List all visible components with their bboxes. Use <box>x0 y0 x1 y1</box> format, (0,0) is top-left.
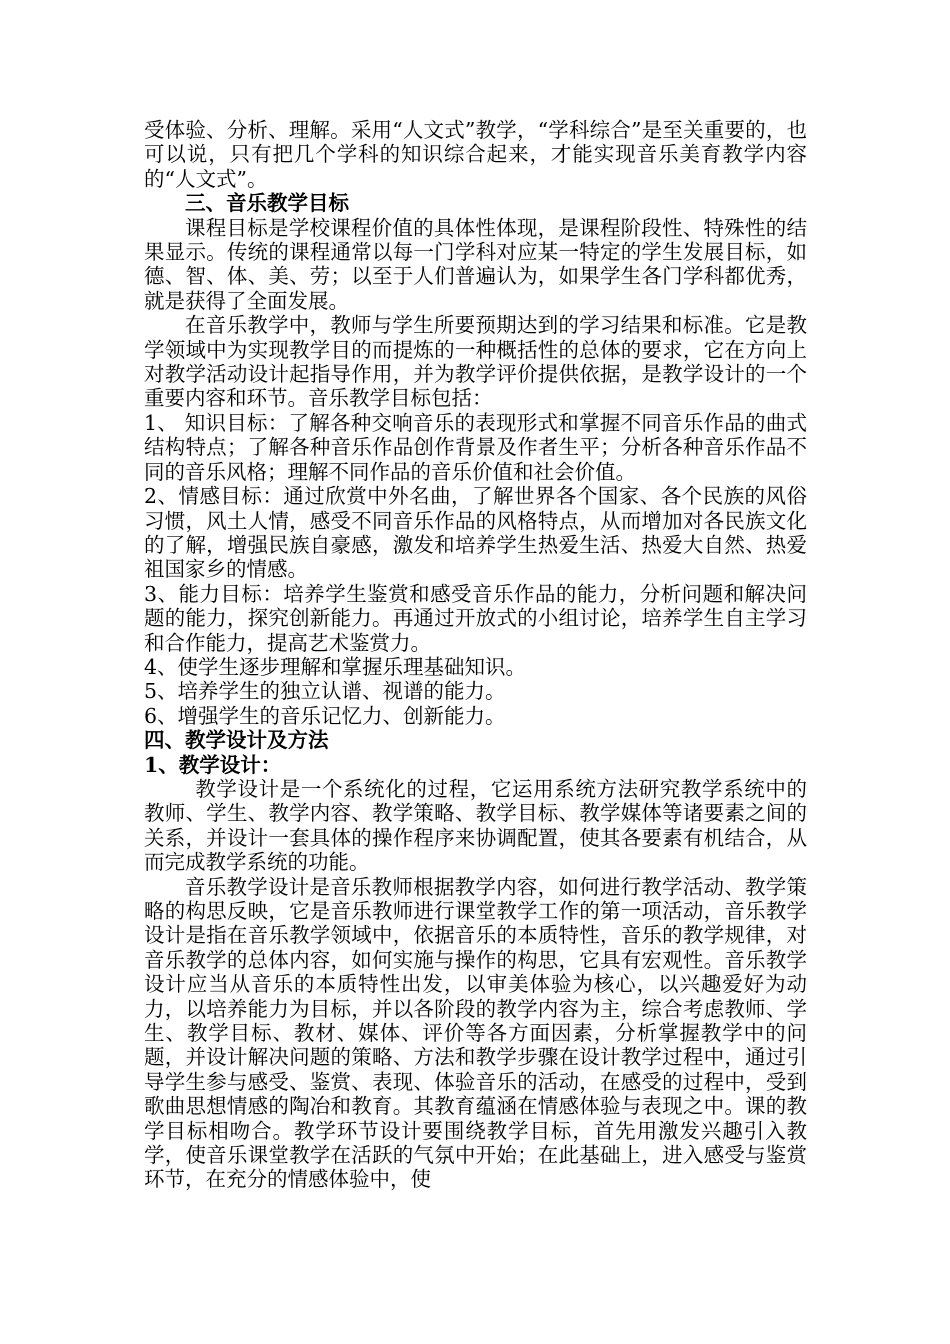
list-item-memory-creativity: 6、增强学生的音乐记忆力、创新能力。 <box>144 703 506 728</box>
paragraph-curriculum-goals: 课程目标是学校课程价值的具体性体现，是课程阶段性、特殊性的结果显示。传统的课程通常以每一门学科对应某一特定的学生发展目标，如德、智、体、美、劳；以至于人们普遍认为，如果学生各门学科都优秀，就是获得了全面发展。 <box>144 215 807 313</box>
paragraph-teaching-goals-definition: 在音乐教学中，教师与学生所要预期达到的学习结果和标准。它是教学领域中为实现教学目的而提炼的一种概括性的总体的要求，它在方向上对教学活动设计起指导作用，并为教学评价提供依据，是教学设计的一个重要内容和环节。音乐教学目标包括： <box>144 313 807 411</box>
document-page <box>144 118 807 1192</box>
paragraph-teaching-design-definition: 教学设计是一个系统化的过程，它运用系统方法研究教学系统中的教师、学生、教学内容、教学策略、教学目标、教学媒体等诸要素之间的关系，并设计一套具体的操作程序来协调配置，使其各要素有机结合，从而完成教学系统的功能。 <box>144 776 807 875</box>
list-item-sight-reading: 5、培养学生的独立认谱、视谱的能力。 <box>144 679 506 704</box>
list-item-music-theory: 4、使学生逐步理解和掌握乐理基础知识。 <box>144 654 527 679</box>
list-item-ability-goal: 3、能力目标：培养学生鉴赏和感受音乐作品的能力，分析问题和解决问题的能力，探究创新能力。再通过开放式的小组讨论，培养学生自主学习和合作能力，提高艺术鉴赏力。 <box>144 581 807 655</box>
paragraph-intro-continuation: 受体验、分析、理解。采用“人文式”教学，“学科综合”是至关重要的，也可以说，只有把几个学科的知识综合起来，才能实现音乐美育教学内容的“人文式”。 <box>144 118 807 191</box>
subsection-heading-teaching-design: 1、教学设计： <box>144 752 282 777</box>
list-item-knowledge-goal: 1、 知识目标：了解各种交响音乐的表现形式和掌握不同音乐作品的曲式结构特点；了解各种音乐作品创作背景及作者生平；分析各种音乐作品不同的音乐风格；理解不同作品的音乐价值和社会价值。 <box>144 410 807 484</box>
section-heading-music-teaching-goals: 三、音乐教学目标 <box>185 191 349 216</box>
section-heading-teaching-design: 四、教学设计及方法 <box>144 728 329 753</box>
paragraph-music-teaching-design: 音乐教学设计是音乐教师根据教学内容，如何进行教学活动、教学策略的构思反映，它是音乐教师进行课堂教学工作的第一项活动，音乐教学设计是指在音乐教学领域中，依据音乐的本质特性，音乐的教学规律，对音乐教学的总体内容，如何实施与操作的构思，它具有宏观性。音乐教学设计应当从音乐的本质特性出发，以审美体验为核心，以兴趣爱好为动力，以培养能力为目标，并以各阶段的教学内容为主，综合考虑教师、学生、教学目标、教材、媒体、评价等各方面因素，分析掌握教学中的问题，并设计解决问题的策略、方法和教学步骤在设计教学过程中，通过引导学生参与感受、鉴赏、表现、体验音乐的活动，在感受的过程中，受到歌曲思想情感的陶冶和教育。其教育蕴涵在情感体验与表现之中。课的教学目标相吻合。教学环节设计要围绕教学目标，首先用激发兴趣引入教学，使音乐课堂教学在活跃的气氛中开始；在此基础上，进入感受与鉴赏环节，在充分的情感体验中，使 <box>144 874 807 1192</box>
list-item-emotion-goal: 2、情感目标：通过欣赏中外名曲，了解世界各个国家、各个民族的风俗习惯，风土人情，感受不同音乐作品的风格特点，从而增加对各民族文化的了解，增强民族自豪感，激发和培养学生热爱生活、热爱大自然、热爱祖国家乡的情感。 <box>144 484 807 582</box>
